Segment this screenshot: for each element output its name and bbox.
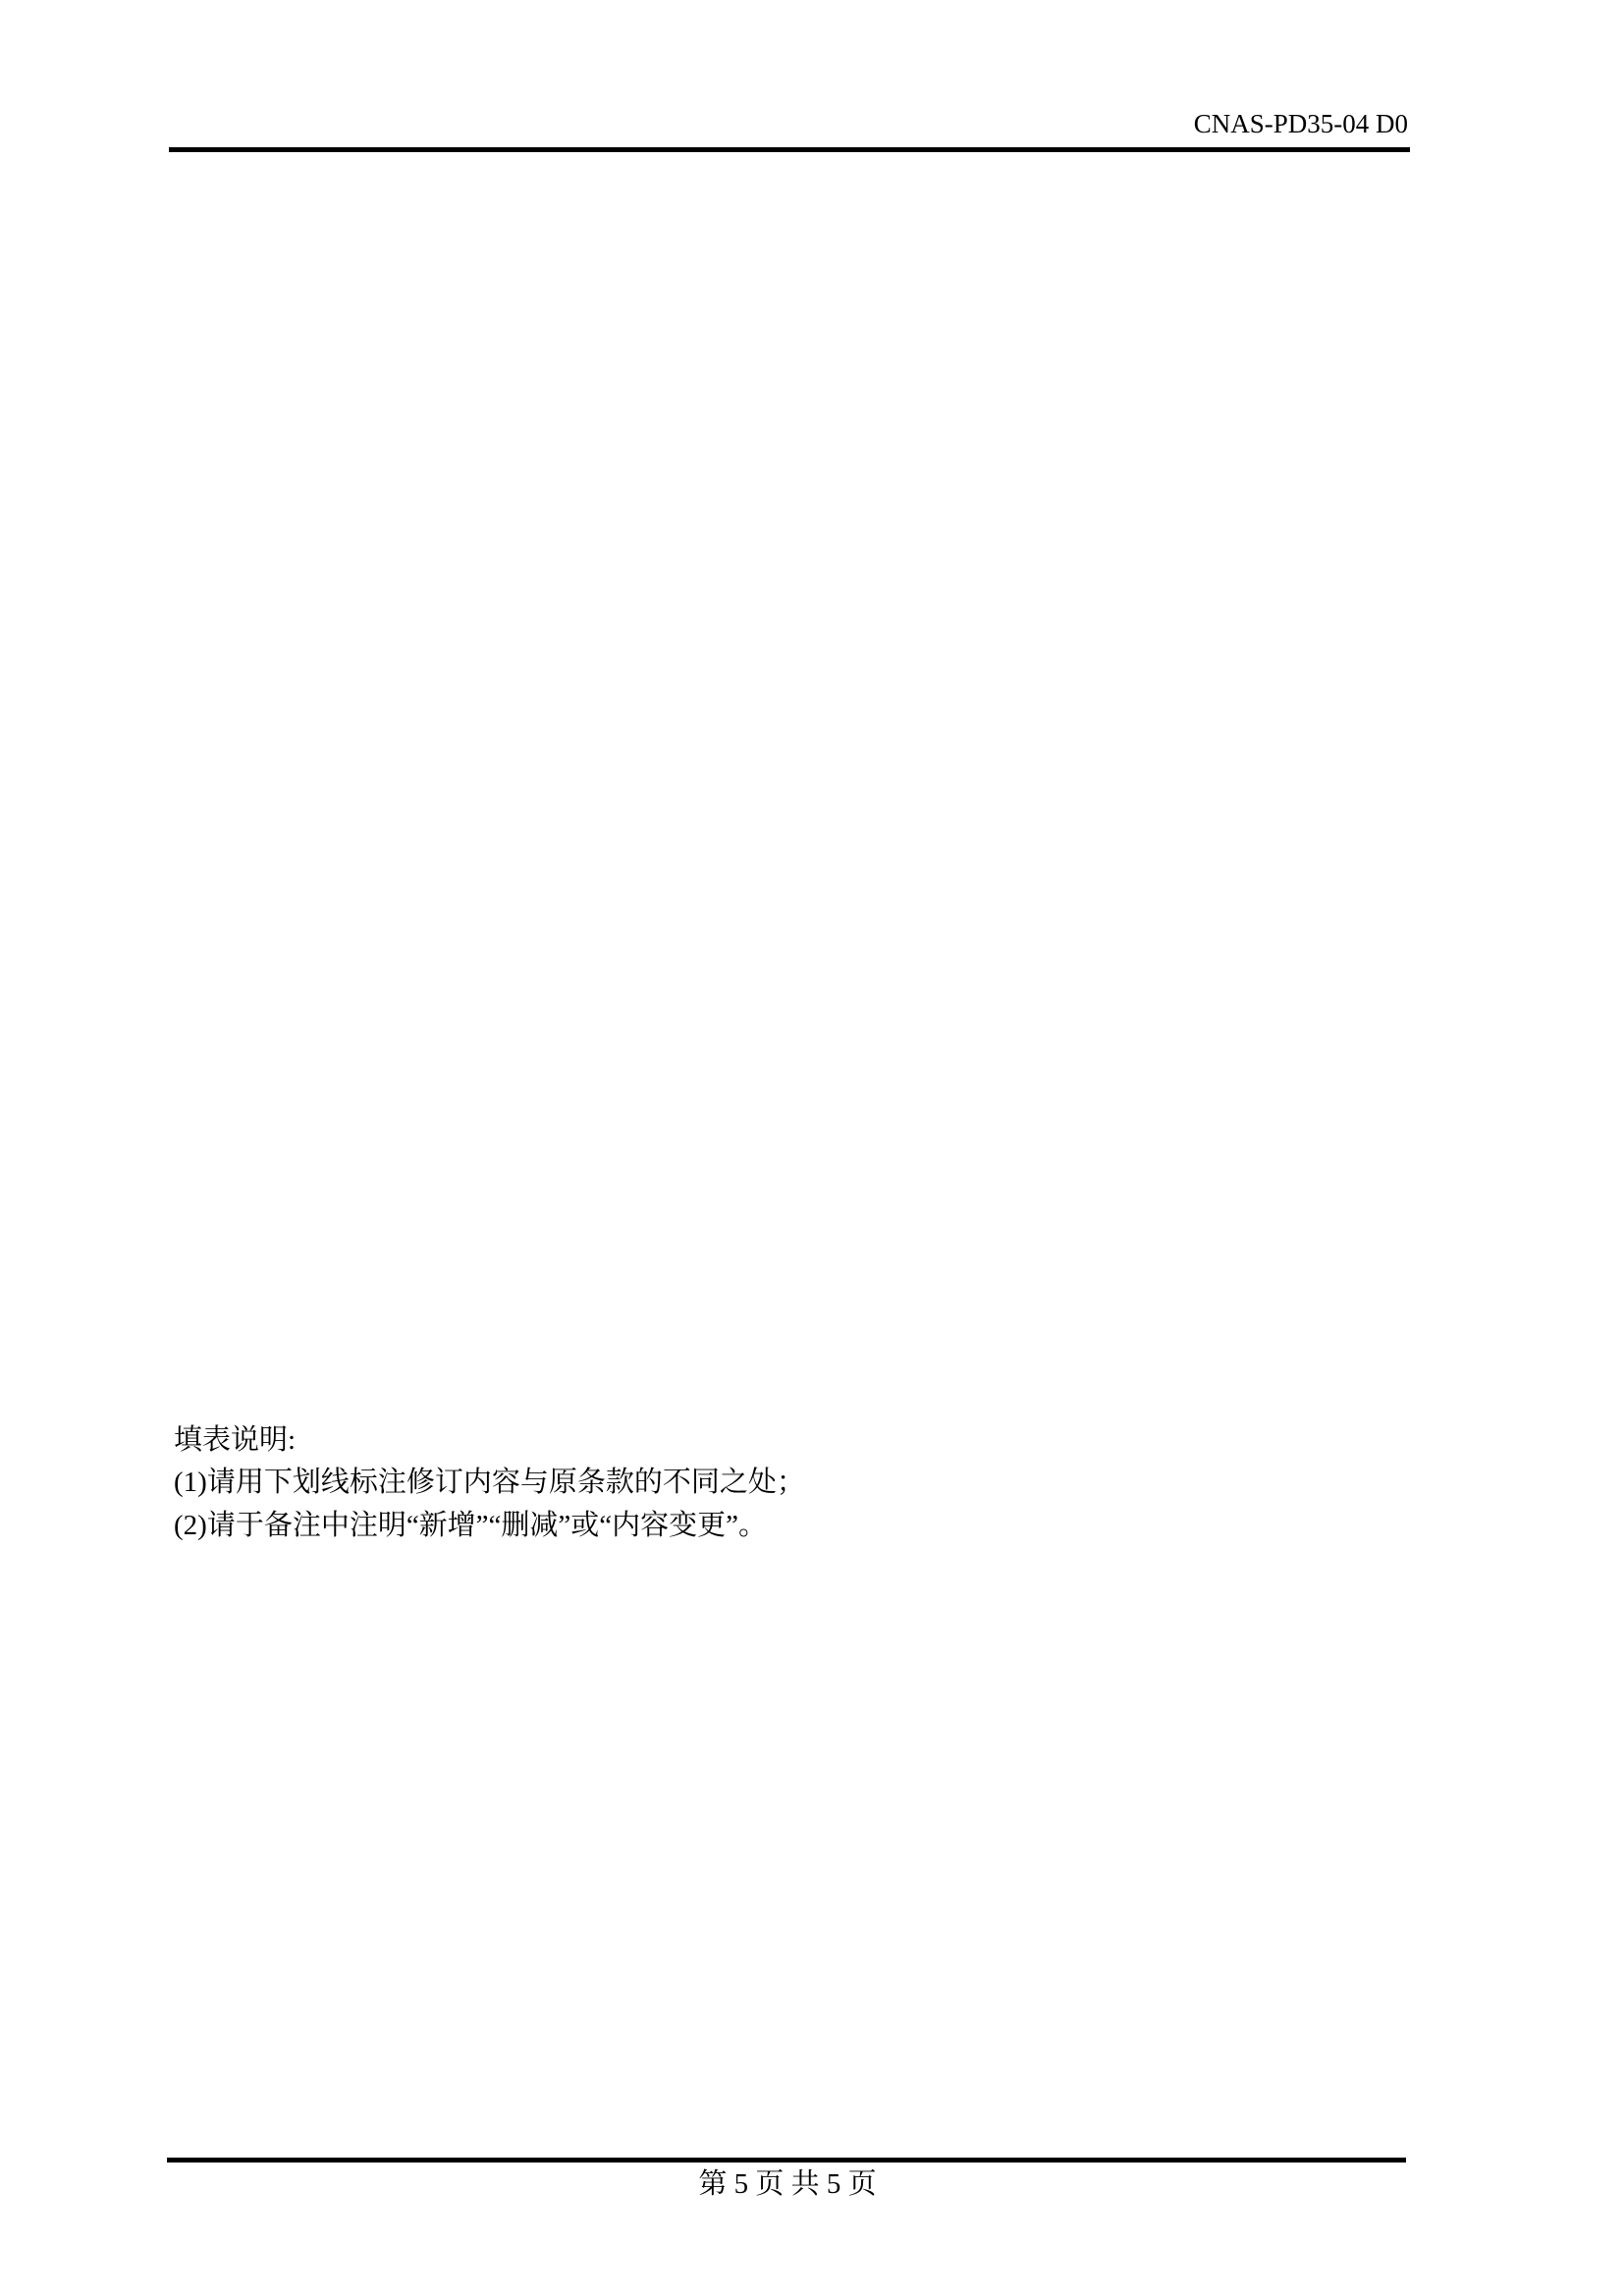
note-item-1: (1)请用下划线标注修订内容与原条款的不同之处； <box>174 1467 805 1499</box>
notes-title: 填表说明: <box>174 1424 297 1456</box>
note-item-2: (2)请于备注中注明“新增”“删减”或“内容变更”。 <box>174 1509 768 1541</box>
notes-section <box>174 1419 1411 1547</box>
header-rule <box>169 147 1410 152</box>
footer-rule <box>167 2158 1406 2163</box>
page-number: 第 5 页 共 5 页 <box>698 2168 877 2200</box>
doc-code: CNAS-PD35-04 D0 <box>1193 109 1408 138</box>
